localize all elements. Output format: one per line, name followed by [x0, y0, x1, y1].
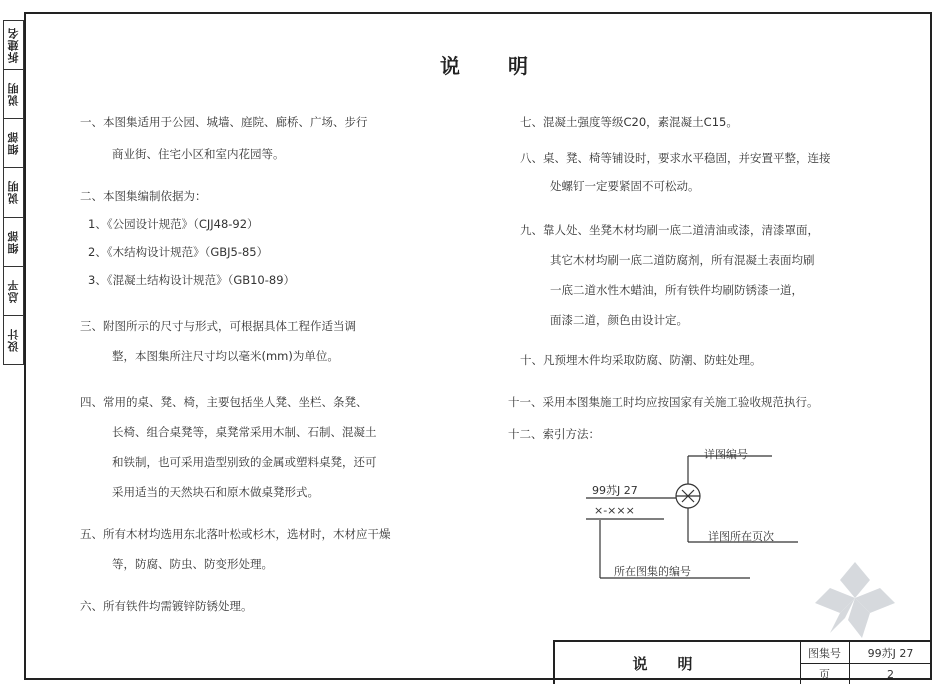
note-line: 十一、采用本图集施工时均应按国家有关施工验收规范执行。 — [508, 395, 819, 409]
note-line: 等，防腐、防虫、防变形处理。 — [112, 557, 273, 571]
note-line: 长椅、组合桌凳等，桌凳常采用木制、石制、混凝土 — [112, 425, 377, 439]
title-block — [553, 640, 931, 684]
note-line: 处螺钉一定要紧固不可松动。 — [550, 179, 700, 193]
note-line: 整，本图集所注尺寸均以毫米(mm)为单位。 — [112, 349, 339, 363]
side-cell: 总平 — [4, 267, 23, 316]
note-line: 十、凡预埋木件均采取防腐、防潮、防蛀处理。 — [520, 353, 762, 367]
note-line: 四、常用的桌、凳、椅，主要包括坐人凳、坐栏、条凳、 — [80, 395, 368, 409]
index-sub-code: ×-××× — [594, 504, 635, 517]
note-line: 二、本图集编制依据为： — [80, 189, 207, 203]
note-line: 采用适当的天然块石和原木做桌凳形式。 — [112, 485, 319, 499]
index-top-label: 详图编号 — [704, 448, 748, 461]
note-line: 2、《木结构设计规范》（GBJ5-85） — [88, 245, 269, 259]
note-line: 五、所有木材均选用东北落叶松或杉木，选材时，木材应干燥 — [80, 527, 391, 541]
side-cell: 说明 — [4, 168, 23, 217]
side-cell: 拆建名 — [4, 21, 23, 70]
note-line: 八、桌、凳、椅等铺设时，要求水平稳固，并安置平整，连接 — [520, 151, 831, 165]
note-line: 一底二道水性木蜡油，所有铁件均刷防锈漆一道， — [550, 283, 803, 297]
note-line: 商业街、住宅小区和室内花园等。 — [112, 147, 285, 161]
index-page-label: 详图所在页次 — [708, 530, 774, 543]
note-line: 九、靠人处、坐凳木材均刷一底二道清油或漆，清漆罩面， — [520, 223, 819, 237]
note-line: 3、《混凝土结构设计规范》（GB10-89） — [88, 273, 296, 287]
side-cell: 说明 — [4, 70, 23, 119]
note-line: 七、混凝土强度等级C20，素混凝土C15。 — [520, 115, 738, 129]
side-cell: 细部 — [4, 119, 23, 168]
note-line: 十二、索引方法： — [508, 427, 600, 441]
note-line: 六、所有铁件均需镀锌防锈处理。 — [80, 599, 253, 613]
side-cell: 细部 — [4, 218, 23, 267]
title-block-name: 说明 — [555, 642, 801, 684]
note-line: 面漆二道，颜色由设计定。 — [550, 313, 688, 327]
page-title: 说明 — [440, 54, 576, 78]
page-value: 2 — [887, 667, 894, 681]
watermark-logo-icon — [800, 558, 910, 648]
index-bottom-label: 所在图集的编号 — [614, 565, 691, 578]
atlas-label: 图集号 — [800, 642, 850, 664]
page-label: 页 — [800, 664, 850, 684]
note-line: 三、附图所示的尺寸与形式，可根据具体工程作适当调 — [80, 319, 356, 333]
note-line: 其它木材均刷一底二道防腐剂，所有混凝土表面均刷 — [550, 253, 815, 267]
index-atlas-code: 99苏J 27 — [592, 484, 638, 497]
note-line: 和铁制，也可采用造型别致的金属或塑料桌凳，还可 — [112, 455, 377, 469]
atlas-value: 99苏J 27 — [850, 642, 931, 664]
note-line: 一、本图集适用于公园、城墙、庭院、廊桥、广场、步行 — [80, 115, 368, 129]
side-cell: 设计 — [6, 327, 20, 352]
note-line: 1、《公园设计规范》（CJJ48-92） — [88, 217, 259, 231]
